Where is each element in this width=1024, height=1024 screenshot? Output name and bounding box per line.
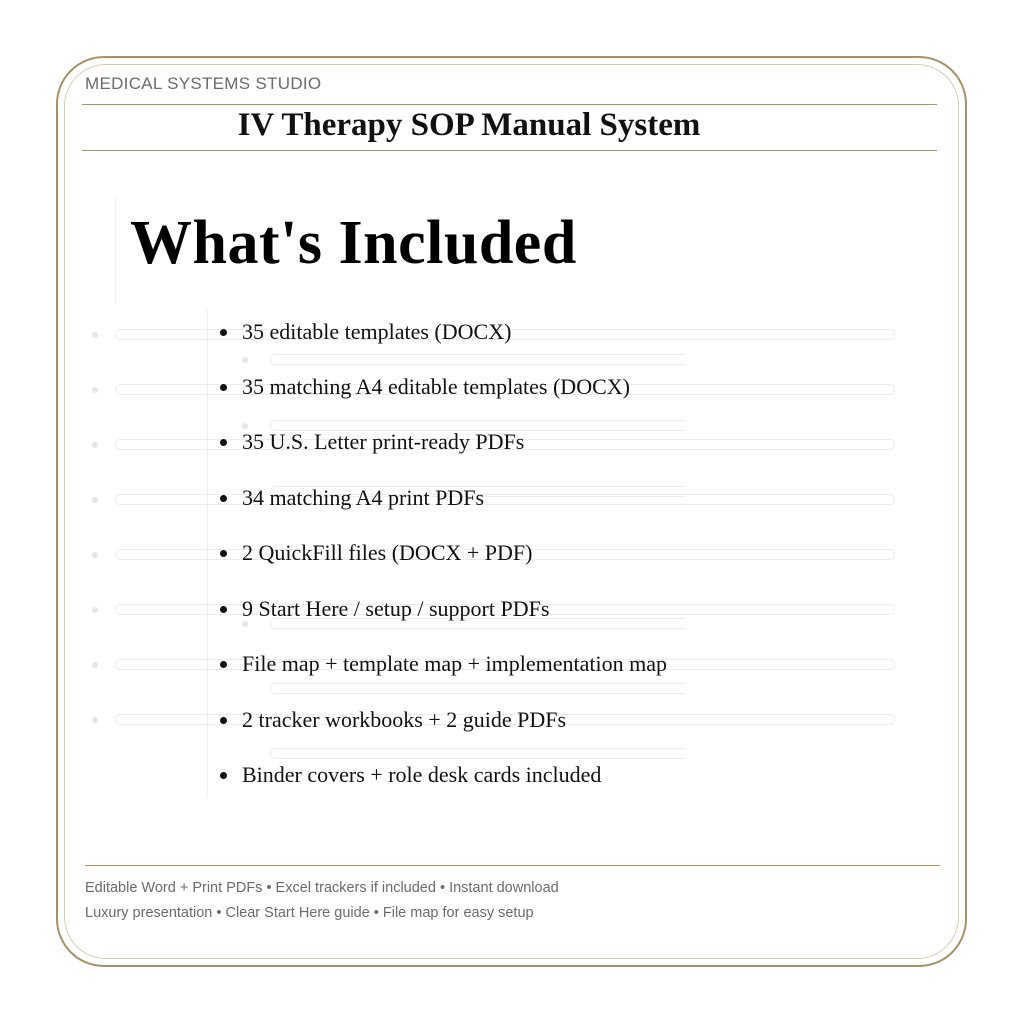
list-item <box>218 427 524 457</box>
list-item <box>218 760 601 790</box>
list-item-label: 34 matching A4 print PDFs <box>242 485 485 510</box>
ghost-bullet <box>92 552 98 558</box>
header-top-divider <box>82 104 937 105</box>
list-item <box>218 705 566 735</box>
bullet-icon <box>220 661 227 668</box>
ghost-bullet <box>92 717 98 723</box>
list-item <box>218 538 532 568</box>
list-item-label: 9 Start Here / setup / support PDFs <box>242 596 550 621</box>
bullet-icon <box>220 329 227 336</box>
list-item <box>218 483 484 513</box>
document-title: IV Therapy SOP Manual System <box>237 107 701 143</box>
footer-divider <box>85 865 940 866</box>
bullet-icon <box>220 606 227 613</box>
list-item <box>218 317 511 347</box>
list-item-label: File map + template map + implementation map <box>242 651 667 676</box>
list-item-label: Binder covers + role desk cards included <box>242 762 602 787</box>
ghost-bullet <box>92 662 98 668</box>
bullet-icon <box>220 495 227 502</box>
list-item-label: 35 editable templates (DOCX) <box>242 319 512 344</box>
list-item <box>218 372 630 402</box>
list-item-label: 2 tracker workbooks + 2 guide PDFs <box>242 707 567 732</box>
list-item-label: 2 QuickFill files (DOCX + PDF) <box>242 540 533 565</box>
bullet-icon <box>220 717 227 724</box>
list-item <box>218 649 667 679</box>
bullet-icon <box>220 550 227 557</box>
studio-name: MEDICAL SYSTEMS STUDIO <box>85 74 322 93</box>
ghost-bullet <box>92 442 98 448</box>
ghost-bullet <box>92 607 98 613</box>
ghost-bullet <box>92 387 98 393</box>
list-item <box>218 594 549 624</box>
ghost-edge-left <box>95 198 116 304</box>
ghost-bullet <box>92 497 98 503</box>
ghost-bullet <box>92 332 98 338</box>
list-item-label: 35 matching A4 editable templates (DOCX) <box>242 374 630 399</box>
footer-line-2: Luxury presentation • Clear Start Here guide • File map for easy setup <box>85 905 534 921</box>
bullet-icon <box>220 439 227 446</box>
section-heading: What's Included <box>130 209 577 277</box>
header-bottom-divider <box>82 150 937 151</box>
bullet-icon <box>220 384 227 391</box>
footer-line-1: Editable Word + Print PDFs • Excel trackers if included • Instant download <box>85 880 559 896</box>
list-item-label: 35 U.S. Letter print-ready PDFs <box>242 429 525 454</box>
bullet-icon <box>220 772 227 779</box>
